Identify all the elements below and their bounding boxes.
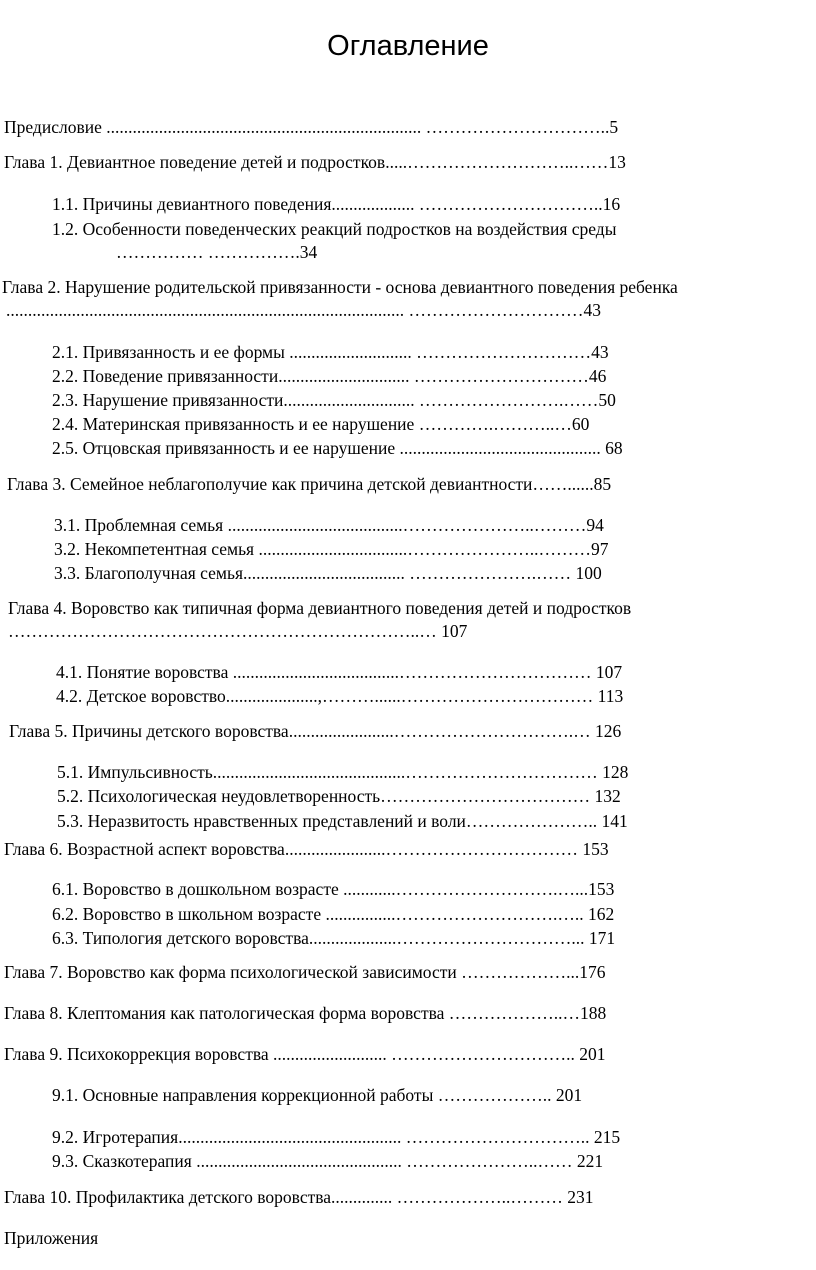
toc-entry-6-3: 6.3. Типология детского воровства....................…………………………... 171	[52, 928, 616, 948]
toc-entry-9-3: 9.3. Сказкотерапия ............................................... …………………..…… 221	[52, 1151, 604, 1171]
toc-entry-chapter-6: Глава 6. Возрастной аспект воровства.......................…………………………… 153	[4, 839, 609, 859]
toc-entry-9-2: 9.2. Игротерапия................................................... ………………………….. 215	[52, 1127, 621, 1147]
toc-entry-1-2: 1.2. Особенности поведенческих реакций подростков на воздействия среды	[52, 219, 617, 239]
toc-entry-chapter-8: Глава 8. Клептомания как патологическая форма воровства ………………..…188	[4, 1003, 607, 1023]
page-title: Оглавление	[327, 30, 489, 62]
toc-entry-2-5: 2.5. Отцовская привязанность и ее нарушение .............................................. 68	[52, 438, 623, 458]
toc-entry-chapter-5: Глава 5. Причины детского воровства........................………………………….… 126	[9, 721, 622, 741]
toc-entry-5-3: 5.3. Неразвитость нравственных представлений и воли………………….. 141	[57, 811, 628, 831]
toc-entry-3-1: 3.1. Проблемная семья ........................................…………………..………94	[54, 515, 604, 535]
toc-entry-4-1: 4.1. Понятие воровства ......................................…………………………… 107	[56, 662, 623, 682]
toc-entry-appendices: Приложения	[4, 1228, 99, 1248]
toc-entry-chapter-10: Глава 10. Профилактика детского воровства.............. ………………..……… 231	[4, 1187, 594, 1207]
toc-entry-2-1: 2.1. Привязанность и ее формы ............................ …………………………43	[52, 342, 609, 362]
toc-entry-chapter-9: Глава 9. Психокоррекция воровства .......................... ………………………….. 201	[4, 1044, 606, 1064]
toc-entry-chapter-4: Глава 4. Воровство как типичная форма девиантного поведения детей и подростков	[8, 598, 632, 618]
toc-entry-9-1: 9.1. Основные направления коррекционной работы ……………….. 201	[52, 1085, 583, 1105]
toc-entry-3-2: 3.2. Некомпетентная семья ..................................…………………..………97	[54, 539, 609, 559]
toc-entry-chapter-4-cont: ……………………………………………………………..… 107	[8, 621, 468, 641]
toc-entry-chapter-1: Глава 1. Девиантное поведение детей и подростков.....………………………..……13	[4, 152, 626, 172]
toc-entry-2-4: 2.4. Материнская привязанность и ее нарушение ………….………..…60	[52, 414, 590, 434]
toc-entry-5-1: 5.1. Импульсивность............................................…………………………… 128	[57, 762, 629, 782]
toc-entry-4-2: 4.2. Детское воровство.....................,………......…………………………… 113	[56, 686, 624, 706]
toc-entry-1-2-cont: …………… …………….34	[116, 242, 318, 262]
toc-entry-chapter-7: Глава 7. Воровство как форма психологической зависимости ………………...176	[4, 962, 606, 982]
toc-entry-6-1: 6.1. Воровство в дошкольном возрасте ............……………………….…...153	[52, 879, 615, 899]
toc-entry-5-2: 5.2. Психологическая неудовлетворенность……………………………… 132	[57, 786, 621, 806]
toc-entry-chapter-2-cont: ........................................................................................... …………………………43	[6, 300, 601, 320]
toc-entry-6-2: 6.2. Воровство в школьном возрасте ................……………………….….. 162	[52, 904, 615, 924]
toc-entry-2-3: 2.3. Нарушение привязанности.............................. …………………….……50	[52, 390, 616, 410]
toc-entry-2-2: 2.2. Поведение привязанности.............................. …………………………46	[52, 366, 607, 386]
toc-entry-1-1: 1.1. Причины девиантного поведения................... …………………………..16	[52, 194, 621, 214]
toc-entry-chapter-2: Глава 2. Нарушение родительской привязанности - основа девиантного поведения ребенка	[2, 277, 678, 297]
toc-entry-preface: Предисловие ........................................................................ …………………………..5	[4, 117, 619, 137]
toc-entry-chapter-3: Глава 3. Семейное неблагополучие как причина детской девиантности……......85	[7, 474, 612, 494]
toc-entry-3-3: 3.3. Благополучная семья..................................... ………………….…… 100	[54, 563, 602, 583]
